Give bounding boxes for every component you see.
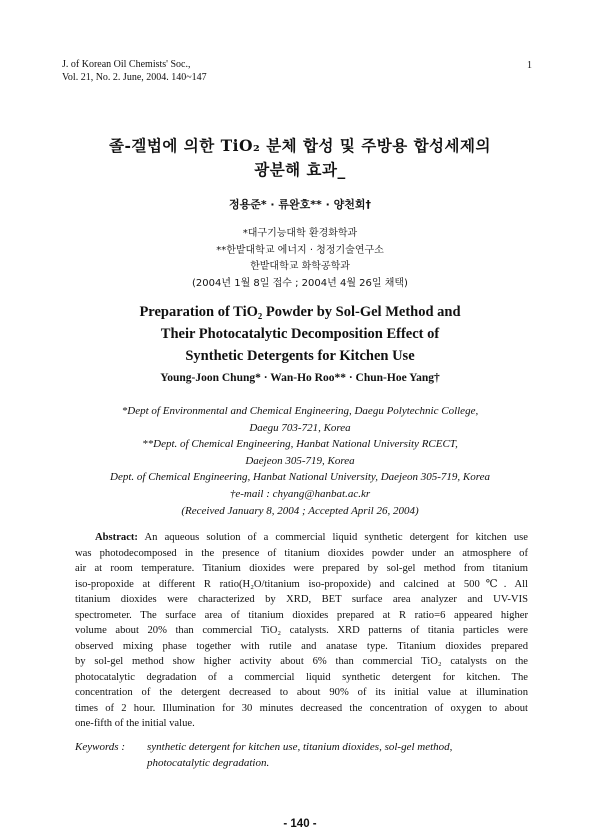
abstract	[75, 530, 528, 732]
korean-title	[0, 134, 600, 182]
keywords-label: Keywords :	[75, 741, 126, 753]
english-title-line-3: Synthetic Detergents for Kitchen Use	[185, 348, 415, 364]
abstract-line: iso-propoxide at different R ratio(H₂O/titanium iso-propoxide) and calcined at 500℃. All	[75, 578, 528, 590]
header-page-number: 1	[527, 60, 532, 71]
abstract-line: air at room temperature. Titanium dioxides were prepared by sol-gel method from titanium	[75, 563, 528, 574]
abstract-label: Abstract:	[95, 532, 138, 543]
korean-authors: 정용준* · 류완호** · 양천회†	[228, 198, 372, 211]
abstract-line-text: An aqueous solution of a commercial liquid synthetic detergent for kitchen use	[144, 532, 528, 543]
abstract-line: photocatalytic degradation of a commercial liquid synthetic detergent for kitchen. The	[75, 671, 528, 683]
abstract-line: concentration of the detergent decreased to about 90% of its initial value at illumination	[75, 687, 528, 698]
english-title-line-1: Preparation of TiO₂ Powder by Sol-Gel Method and	[139, 304, 461, 320]
english-authors: Young-Joon Chung* · Wan-Ho Roo** · Chun-Hoe Yang†	[160, 372, 440, 384]
journal-volume: Vol. 21, No. 2. June, 2004. 140~147	[62, 72, 207, 83]
korean-affiliation-3: 한밭대학교 화학공학과	[250, 261, 350, 272]
footer-page-number: - 140 -	[283, 818, 317, 830]
keywords	[75, 740, 530, 771]
keywords-text-1: synthetic detergent for kitchen use, titanium dioxides, sol-gel method,	[147, 741, 453, 753]
keywords-row-1	[75, 740, 530, 756]
korean-title-line-1: 졸-겔법에 의한 TiO₂ 분체 합성 및 주방용 합성세제의	[109, 136, 491, 155]
korean-dates: (2004년 1월 8일 접수 ; 2004년 4월 26일 채택)	[192, 277, 408, 289]
corresponding-email: †e-mail : chyang@hanbat.ac.kr	[229, 487, 371, 500]
english-affiliation-4: Daejeon 305-719, Korea	[245, 454, 355, 467]
abstract-line: titanium dioxides were characterized by XRD, BET surface area analyzer and UV-VIS	[75, 594, 528, 605]
abstract-line: spectrometer. The surface area of titanium dioxides prepared at R ratio=6 appeared higher	[75, 609, 528, 621]
keywords-text-2: photocatalytic degradation.	[147, 756, 270, 769]
abstract-line: volume about 20% than commercial TiO₂ catalysts. XRD patterns of titania particles were	[75, 625, 528, 636]
abstract-line	[75, 530, 528, 546]
korean-title-line-2: 광분해 효과_	[254, 160, 346, 179]
english-affiliation-2: Daegu 703-721, Korea	[249, 421, 351, 434]
korean-affiliation-2: **한밭대학교 에너지 · 청정기술연구소	[216, 244, 384, 256]
english-title-line-2: Their Photocatalytic Decomposition Effect of	[160, 326, 440, 342]
abstract-line: by sol-gel method show higher activity about 6% than commercial TiO₂ catalysts on the	[75, 656, 528, 667]
abstract-line: was photodecomposed in the presence of titanium dioxides powder under an atmosphere of	[75, 547, 528, 559]
korean-affiliations	[0, 226, 600, 292]
abstract-line: one-fifth of the initial value.	[75, 718, 195, 729]
journal-citation	[62, 58, 207, 84]
journal-name: J. of Korean Oil Chemists' Soc.,	[62, 59, 191, 70]
english-dates: (Received January 8, 2004 ; Accepted April 26, 2004)	[181, 504, 419, 517]
english-affiliation-1: *Dept of Environmental and Chemical Engineering, Daegu Polytechnic College,	[121, 405, 479, 417]
english-title	[0, 301, 600, 367]
english-affiliation-3: **Dept. of Chemical Engineering, Hanbat National University RCECT,	[142, 438, 458, 451]
abstract-line: times of 2 hour. Illumination for 30 minutes decreased the concentration of oxygen to about	[75, 702, 528, 714]
abstract-line: observed mixing phase together with rutile and anatase type. Titanium dioxides prepared	[75, 640, 528, 652]
english-affiliations	[0, 403, 600, 519]
english-affiliation-5: Dept. of Chemical Engineering, Hanbat National University, Daejeon 305-719, Korea	[110, 471, 490, 484]
korean-affiliation-1: *대구기능대학 환경화학과	[242, 228, 358, 239]
